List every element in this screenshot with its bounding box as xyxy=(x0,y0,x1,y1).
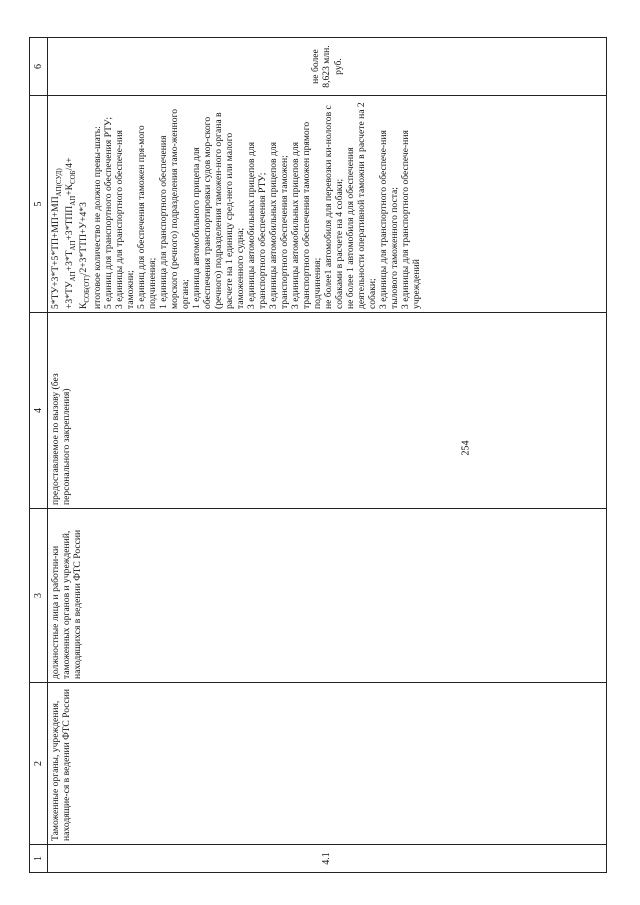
list-item: 5 единиц для транспортного обеспечения РТУ; xyxy=(102,116,114,309)
column-header-5: 5 xyxy=(30,96,48,313)
list-item: 3 единицы для транспортного обеспече-ния таможни; xyxy=(113,130,136,309)
list-item: не более 1 автомобиля для обеспечения деятельности оперативной таможни в расчете на 2 собаки; xyxy=(345,102,379,309)
list-item: 3 единицы для транспортного обеспече-ния учреждений xyxy=(400,130,423,309)
page-number: 254 xyxy=(460,440,472,456)
formula-line-2: $+3*ТУ_{АП}+3*Т_{АП}+3*ТПП_{АП}+К_{СОБ}/4+$ xyxy=(63,157,77,309)
amount-line-1: не более xyxy=(310,49,322,84)
list-item: 3 единицы автомобильных прицепов для транспортного обеспечения таможен; xyxy=(268,141,291,309)
provision-cell: предоставляемое по вызову (без персонального закрепления) xyxy=(48,313,607,509)
formula-line-3: $К_{СОБ(ОТ)}/2+3*ТТП+У+4*3$ xyxy=(77,202,91,309)
rotated-table-container xyxy=(29,38,607,873)
column-header-1: 1 xyxy=(30,845,48,873)
formula-line-1: $5*ТУ+3*Т+5*ТП+МП+МП_{АП(СУД)}$ xyxy=(50,168,63,309)
norms-table xyxy=(29,37,607,873)
table-row xyxy=(48,38,607,873)
organization-cell: Таможенные органы, учреждения, находящие-ся в ведении ФТС России xyxy=(48,683,607,845)
column-header-2: 2 xyxy=(30,683,48,845)
list-item: 1 единица автомобильного прицепа для обеспечения транспортировки судов мор-ского (речного) подразделения таможен-ного органа в расчете на 1 единицу сред-него или малого таможенного судна; xyxy=(190,112,246,309)
list-item: 1 единица для транспортного обеспечения морского (речного) подразделения тамо-женного органа; xyxy=(157,108,191,309)
formula xyxy=(50,99,103,309)
list-item: не более1 автомобиля для перевозки ки-нологов с собаками в расчете на 4 собаки; xyxy=(323,105,346,309)
list-item: 3 единицы автомобильных прицепов для транспортного обеспечения таможен прямого подчинения; xyxy=(290,121,324,309)
row-number: 4.1 xyxy=(48,845,607,873)
quantity-list xyxy=(103,99,423,309)
norm-cell xyxy=(48,96,607,313)
column-header-row xyxy=(30,38,48,873)
formula-note: итоговое количество не должно превы-шать: xyxy=(91,126,103,309)
column-header-6: 6 xyxy=(30,38,48,96)
personnel-cell: должностные лица и работни-ки таможенных органов и учреждений, находящихся в ведении ФТС России xyxy=(48,509,607,683)
amount-cell xyxy=(48,38,607,96)
amount-line-2: 8,623 млн. руб. xyxy=(321,45,344,88)
list-item: 5 единиц для обеспечения таможен пря-мого подчинения; xyxy=(135,125,158,309)
list-item: 3 единицы автомобильных прицепов для транспортного обеспечения РТУ; xyxy=(245,141,268,309)
list-item: 3 единицы для транспортного обеспече-ния тылового таможенного поста; xyxy=(378,130,401,309)
column-header-4: 4 xyxy=(30,313,48,509)
column-header-3: 3 xyxy=(30,509,48,683)
